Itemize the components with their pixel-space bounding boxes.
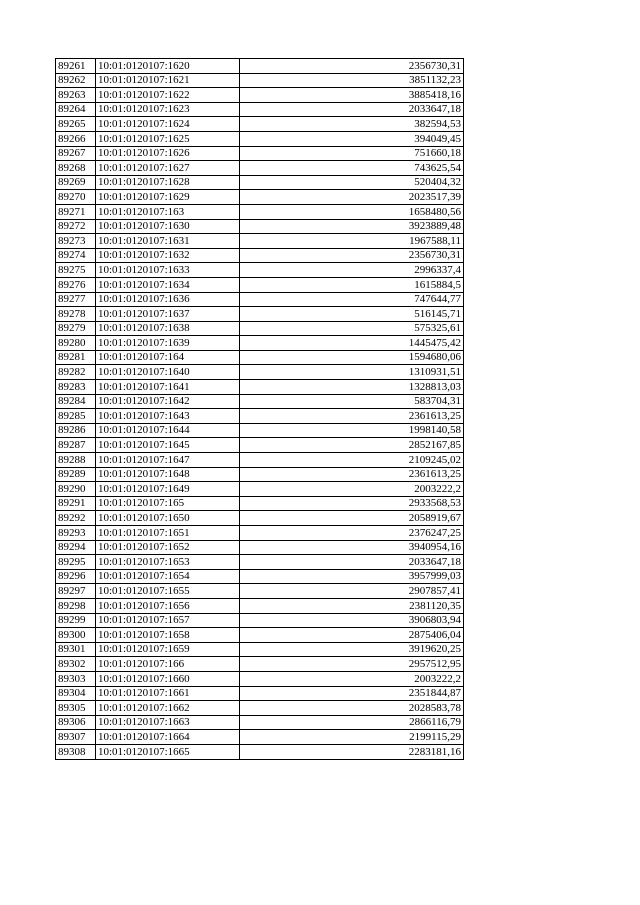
cadastral-code-cell: 10:01:0120107:1657	[96, 613, 240, 628]
row-id-cell: 89288	[56, 453, 96, 468]
row-id-cell: 89278	[56, 307, 96, 322]
cadastral-code-cell: 10:01:0120107:1654	[96, 569, 240, 584]
value-cell: 1967588,11	[240, 234, 464, 249]
cadastral-code-cell: 10:01:0120107:1626	[96, 146, 240, 161]
value-cell: 3940954,16	[240, 540, 464, 555]
row-id-cell: 89280	[56, 336, 96, 351]
table-row	[56, 438, 464, 453]
row-id-cell: 89293	[56, 526, 96, 541]
value-cell: 2875406,04	[240, 628, 464, 643]
value-cell: 2028583,78	[240, 701, 464, 716]
cadastral-code-cell: 10:01:0120107:1650	[96, 511, 240, 526]
value-cell: 2109245,02	[240, 453, 464, 468]
table-row	[56, 102, 464, 117]
value-cell: 2957512,95	[240, 657, 464, 672]
value-cell: 1615884,5	[240, 277, 464, 292]
row-id-cell: 89269	[56, 175, 96, 190]
cadastral-code-cell: 10:01:0120107:1649	[96, 482, 240, 497]
row-id-cell: 89289	[56, 467, 96, 482]
table-row	[56, 730, 464, 745]
table-row	[56, 482, 464, 497]
cadastral-code-cell: 10:01:0120107:1621	[96, 73, 240, 88]
row-id-cell: 89268	[56, 161, 96, 176]
cadastral-code-cell: 10:01:0120107:1655	[96, 584, 240, 599]
cadastral-code-cell: 10:01:0120107:166	[96, 657, 240, 672]
table-row	[56, 161, 464, 176]
table-row	[56, 423, 464, 438]
value-cell: 2381120,35	[240, 598, 464, 613]
table-row	[56, 277, 464, 292]
cadastral-code-cell: 10:01:0120107:1647	[96, 453, 240, 468]
row-id-cell: 89273	[56, 234, 96, 249]
value-cell: 516145,71	[240, 307, 464, 322]
row-id-cell: 89305	[56, 701, 96, 716]
table-row	[56, 117, 464, 132]
row-id-cell: 89287	[56, 438, 96, 453]
cadastral-code-cell: 10:01:0120107:1633	[96, 263, 240, 278]
row-id-cell: 89279	[56, 321, 96, 336]
cadastral-code-cell: 10:01:0120107:1620	[96, 59, 240, 74]
table-row	[56, 175, 464, 190]
row-id-cell: 89290	[56, 482, 96, 497]
row-id-cell: 89281	[56, 350, 96, 365]
value-cell: 2356730,31	[240, 248, 464, 263]
table-row	[56, 73, 464, 88]
table-row	[56, 584, 464, 599]
cadastral-code-cell: 10:01:0120107:1656	[96, 598, 240, 613]
value-cell: 520404,32	[240, 175, 464, 190]
cadastral-code-cell: 10:01:0120107:1641	[96, 380, 240, 395]
table-row	[56, 190, 464, 205]
cadastral-code-cell: 10:01:0120107:163	[96, 204, 240, 219]
value-cell: 2023517,39	[240, 190, 464, 205]
value-cell: 1594680,06	[240, 350, 464, 365]
table-row	[56, 336, 464, 351]
row-id-cell: 89291	[56, 496, 96, 511]
value-cell: 3906803,94	[240, 613, 464, 628]
cadastral-code-cell: 10:01:0120107:1630	[96, 219, 240, 234]
cadastral-code-cell: 10:01:0120107:1652	[96, 540, 240, 555]
cadastral-code-cell: 10:01:0120107:1651	[96, 526, 240, 541]
value-cell: 743625,54	[240, 161, 464, 176]
row-id-cell: 89265	[56, 117, 96, 132]
value-cell: 2866116,79	[240, 715, 464, 730]
row-id-cell: 89302	[56, 657, 96, 672]
value-cell: 2376247,25	[240, 526, 464, 541]
cadastral-code-cell: 10:01:0120107:1624	[96, 117, 240, 132]
row-id-cell: 89285	[56, 409, 96, 424]
cadastral-code-cell: 10:01:0120107:1632	[96, 248, 240, 263]
value-cell: 2351844,87	[240, 686, 464, 701]
cadastral-code-cell: 10:01:0120107:1644	[96, 423, 240, 438]
row-id-cell: 89299	[56, 613, 96, 628]
row-id-cell: 89284	[56, 394, 96, 409]
value-cell: 747644,77	[240, 292, 464, 307]
row-id-cell: 89298	[56, 598, 96, 613]
value-cell: 1310931,51	[240, 365, 464, 380]
cadastral-code-cell: 10:01:0120107:1634	[96, 277, 240, 292]
row-id-cell: 89294	[56, 540, 96, 555]
table-row	[56, 526, 464, 541]
cadastral-code-cell: 10:01:0120107:1637	[96, 307, 240, 322]
table-row	[56, 131, 464, 146]
value-cell: 2996337,4	[240, 263, 464, 278]
row-id-cell: 89274	[56, 248, 96, 263]
value-cell: 2058919,67	[240, 511, 464, 526]
cadastral-code-cell: 10:01:0120107:1653	[96, 555, 240, 570]
table-row	[56, 307, 464, 322]
cadastral-code-cell: 10:01:0120107:1622	[96, 88, 240, 103]
row-id-cell: 89286	[56, 423, 96, 438]
table-body	[56, 59, 464, 760]
table-row	[56, 219, 464, 234]
table-row	[56, 642, 464, 657]
row-id-cell: 89270	[56, 190, 96, 205]
table-row	[56, 657, 464, 672]
value-cell: 3923889,48	[240, 219, 464, 234]
row-id-cell: 89295	[56, 555, 96, 570]
value-cell: 382594,53	[240, 117, 464, 132]
cadastral-code-cell: 10:01:0120107:1664	[96, 730, 240, 745]
cadastral-code-cell: 10:01:0120107:1648	[96, 467, 240, 482]
table-row	[56, 540, 464, 555]
table-row	[56, 146, 464, 161]
value-cell: 394049,45	[240, 131, 464, 146]
row-id-cell: 89263	[56, 88, 96, 103]
table-row	[56, 248, 464, 263]
row-id-cell: 89307	[56, 730, 96, 745]
value-cell: 751660,18	[240, 146, 464, 161]
value-cell: 2852167,85	[240, 438, 464, 453]
table-row	[56, 701, 464, 716]
table-row	[56, 234, 464, 249]
value-cell: 2033647,18	[240, 102, 464, 117]
cadastral-code-cell: 10:01:0120107:1663	[96, 715, 240, 730]
table-row	[56, 292, 464, 307]
value-cell: 2361613,25	[240, 467, 464, 482]
cadastral-code-cell: 10:01:0120107:164	[96, 350, 240, 365]
cadastral-code-cell: 10:01:0120107:1662	[96, 701, 240, 716]
table-row	[56, 88, 464, 103]
cadastral-code-cell: 10:01:0120107:1660	[96, 671, 240, 686]
value-cell: 3851132,23	[240, 73, 464, 88]
cadastral-code-cell: 10:01:0120107:1658	[96, 628, 240, 643]
table-row	[56, 409, 464, 424]
cadastral-code-cell: 10:01:0120107:1636	[96, 292, 240, 307]
value-cell: 2361613,25	[240, 409, 464, 424]
table-row	[56, 467, 464, 482]
table-row	[56, 453, 464, 468]
cadastral-code-cell: 10:01:0120107:1659	[96, 642, 240, 657]
row-id-cell: 89272	[56, 219, 96, 234]
cadastral-code-cell: 10:01:0120107:1645	[96, 438, 240, 453]
row-id-cell: 89275	[56, 263, 96, 278]
row-id-cell: 89262	[56, 73, 96, 88]
cadastral-code-cell: 10:01:0120107:1628	[96, 175, 240, 190]
value-cell: 2933568,53	[240, 496, 464, 511]
row-id-cell: 89296	[56, 569, 96, 584]
row-id-cell: 89303	[56, 671, 96, 686]
table-row	[56, 598, 464, 613]
table-row	[56, 204, 464, 219]
row-id-cell: 89308	[56, 744, 96, 759]
table-row	[56, 365, 464, 380]
row-id-cell: 89292	[56, 511, 96, 526]
cadastral-code-cell: 10:01:0120107:1640	[96, 365, 240, 380]
table-row	[56, 59, 464, 74]
table-row	[56, 628, 464, 643]
table-row	[56, 715, 464, 730]
table-row	[56, 263, 464, 278]
table-row	[56, 380, 464, 395]
row-id-cell: 89264	[56, 102, 96, 117]
cadastral-code-cell: 10:01:0120107:1631	[96, 234, 240, 249]
cadastral-code-cell: 10:01:0120107:1638	[96, 321, 240, 336]
row-id-cell: 89261	[56, 59, 96, 74]
table-row	[56, 394, 464, 409]
cadastral-code-cell: 10:01:0120107:1661	[96, 686, 240, 701]
row-id-cell: 89282	[56, 365, 96, 380]
row-id-cell: 89306	[56, 715, 96, 730]
row-id-cell: 89301	[56, 642, 96, 657]
table-row	[56, 496, 464, 511]
value-cell: 3885418,16	[240, 88, 464, 103]
table-row	[56, 350, 464, 365]
cadastral-code-cell: 10:01:0120107:1665	[96, 744, 240, 759]
value-cell: 3957999,03	[240, 569, 464, 584]
value-cell: 575325,61	[240, 321, 464, 336]
value-cell: 3919620,25	[240, 642, 464, 657]
row-id-cell: 89267	[56, 146, 96, 161]
value-cell: 2283181,16	[240, 744, 464, 759]
row-id-cell: 89277	[56, 292, 96, 307]
table-row	[56, 555, 464, 570]
value-cell: 2907857,41	[240, 584, 464, 599]
value-cell: 1328813,03	[240, 380, 464, 395]
value-cell: 583704,31	[240, 394, 464, 409]
cadastral-code-cell: 10:01:0120107:1639	[96, 336, 240, 351]
cadastral-code-cell: 10:01:0120107:165	[96, 496, 240, 511]
value-cell: 2356730,31	[240, 59, 464, 74]
row-id-cell: 89304	[56, 686, 96, 701]
value-cell: 1658480,56	[240, 204, 464, 219]
table-row	[56, 671, 464, 686]
row-id-cell: 89300	[56, 628, 96, 643]
table-row	[56, 613, 464, 628]
table-row	[56, 511, 464, 526]
cadastral-code-cell: 10:01:0120107:1643	[96, 409, 240, 424]
table-row	[56, 569, 464, 584]
row-id-cell: 89266	[56, 131, 96, 146]
value-cell: 1445475,42	[240, 336, 464, 351]
row-id-cell: 89271	[56, 204, 96, 219]
value-cell: 2033647,18	[240, 555, 464, 570]
row-id-cell: 89283	[56, 380, 96, 395]
cadastral-code-cell: 10:01:0120107:1627	[96, 161, 240, 176]
cadastral-code-cell: 10:01:0120107:1629	[96, 190, 240, 205]
value-cell: 1998140,58	[240, 423, 464, 438]
value-cell: 2199115,29	[240, 730, 464, 745]
cadastral-code-cell: 10:01:0120107:1625	[96, 131, 240, 146]
value-cell: 2003222,2	[240, 482, 464, 497]
value-cell: 2003222,2	[240, 671, 464, 686]
row-id-cell: 89276	[56, 277, 96, 292]
cadastral-code-cell: 10:01:0120107:1623	[96, 102, 240, 117]
cadastral-code-cell: 10:01:0120107:1642	[96, 394, 240, 409]
table-row	[56, 686, 464, 701]
row-id-cell: 89297	[56, 584, 96, 599]
table-row	[56, 321, 464, 336]
data-table	[55, 58, 464, 760]
table-row	[56, 744, 464, 759]
